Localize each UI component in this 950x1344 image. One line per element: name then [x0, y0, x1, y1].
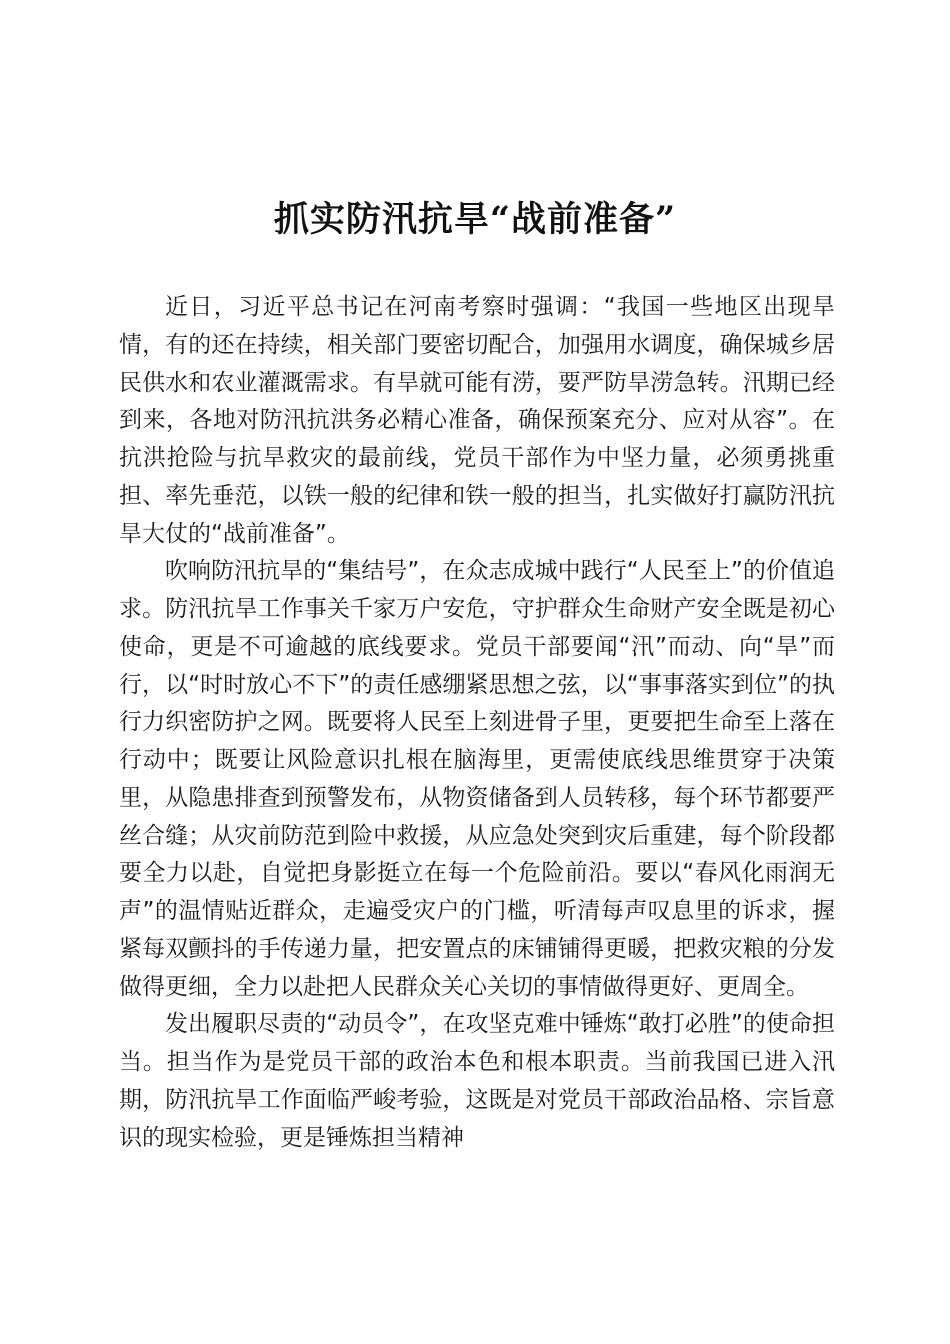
document-body: [119, 289, 835, 1157]
paragraph-mobilization-order: 发出履职尽责的“动员令”，在攻坚克难中锤炼“敢打必胜”的使命担当。担当作为是党员干部的政治本色和根本职责。当前我国已进入汛期，防汛抗旱工作面临严峻考验，这既是对党员干部政治品格、宗旨意识的现实检验，更是锤炼担当精神: [119, 1011, 835, 1151]
paragraph-assembly-call: 吹响防汛抗旱的“集结号”，在众志成城中践行“人民至上”的价值追求。防汛抗旱工作事关千家万户安危，守护群众生命财产安全既是初心使命，更是不可逾越的底线要求。党员干部要闻“汛”而动、向“旱”而行，以“时时放心不下”的责任感绷紧思想之弦，以“事事落实到位”的执行力织密防护之网。既要将人民至上刻进骨子里，更要把生命至上落在行动中；既要让风险意识扎根在脑海里，更需使底线思维贯穿于决策里，从隐患排查到预警发布，从物资储备到人员转移，每个环节都要严丝合缝；从灾前防范到险中救援，从应急处突到灾后重建，每个阶段都要全力以赴，自觉把身影挺立在每一个危险前沿。要以“春风化雨润无声”的温情贴近群众，走遍受灾户的门槛，听清每声叹息里的诉求，握紧每双颤抖的手传递力量，把安置点的床铺铺得更暖，把救灾粮的分发做得更细，全力以赴把人民群众关心关切的事情做得更好、更周全。: [119, 558, 835, 1000]
document-title: 抓实防汛抗旱“战前准备”: [273, 199, 677, 240]
paragraph-intro: 近日，习近平总书记在河南考察时强调：“我国一些地区出现旱情，有的还在持续，相关部门要密切配合，加强用水调度，确保城乡居民供水和农业灌溉需求。有旱就可能有涝，要严防旱涝急转。汛期已经到来，各地对防汛抗洪务必精心准备，确保预案充分、应对从容”。在抗洪抢险与抗旱救灾的最前线，党员干部作为中坚力量，必须勇挑重担、率先垂范，以铁一般的纪律和铁一般的担当，扎实做好打赢防汛抗旱大仗的“战前准备”。: [119, 294, 835, 547]
